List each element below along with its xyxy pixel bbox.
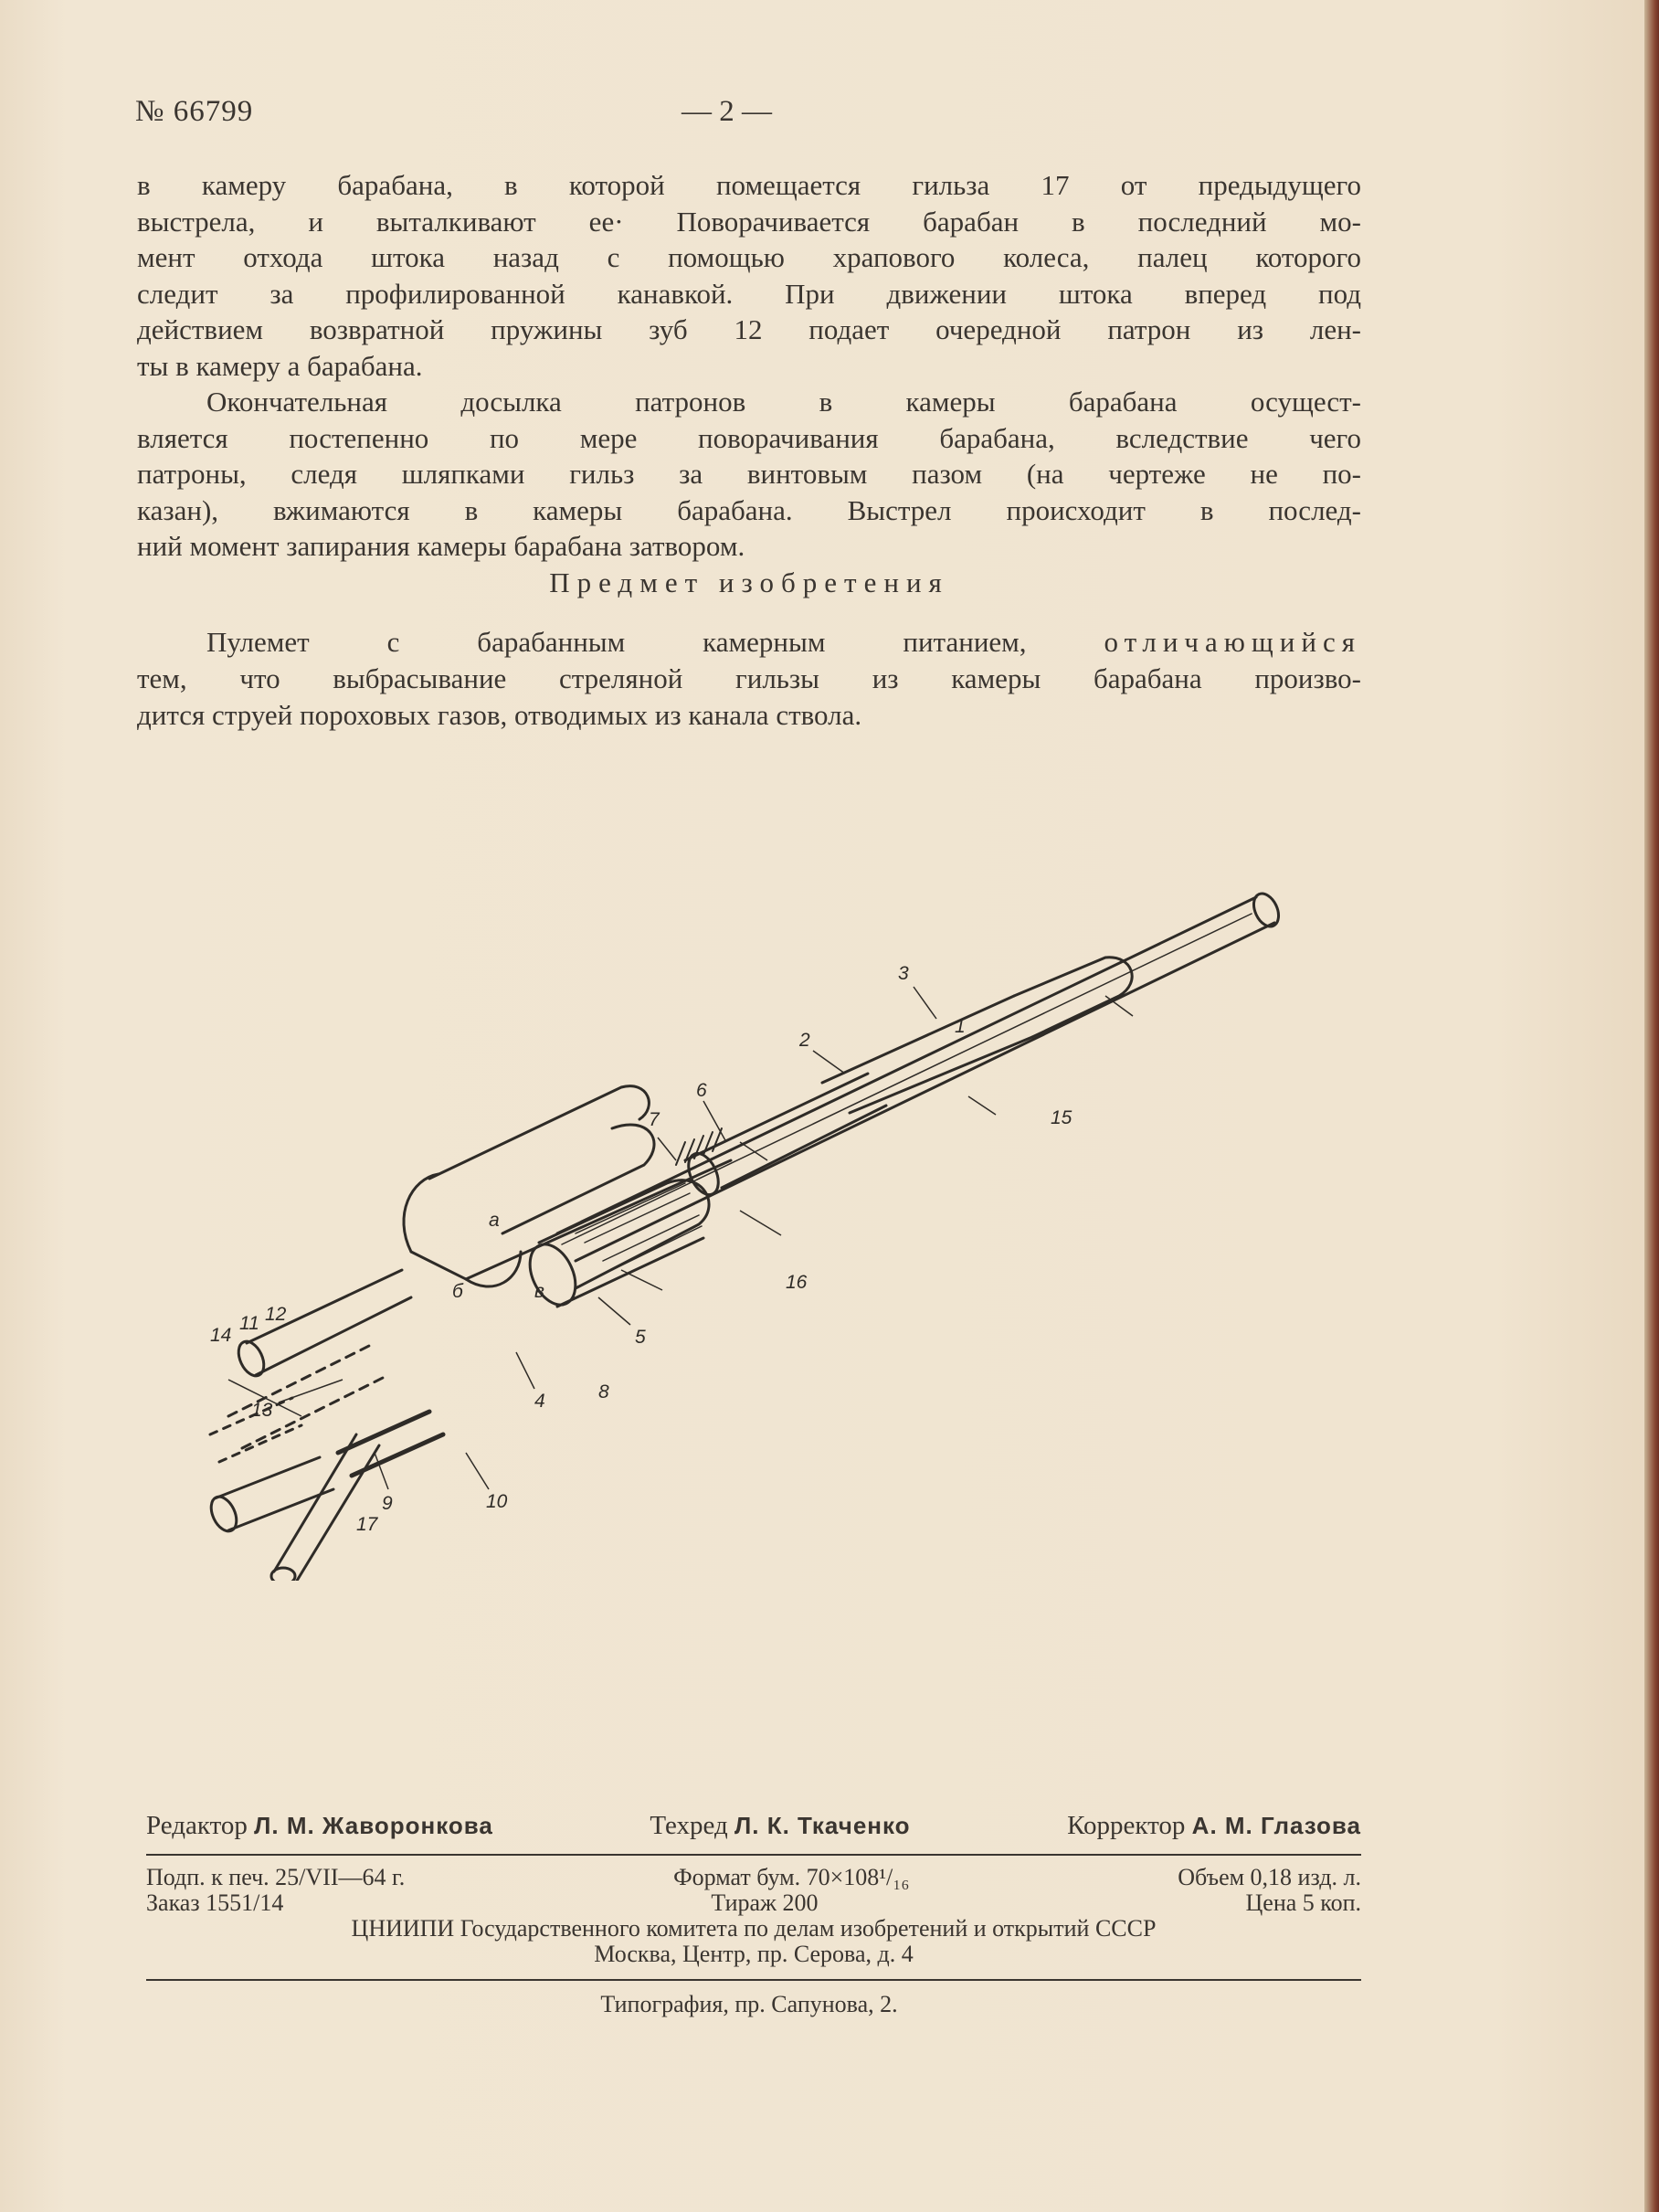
machine-gun-drawing [192,868,1288,1581]
claim-keyword: отличающийся [1104,626,1361,658]
claim-line: дится струей пороховых газов, отводимых из канала ствола. [137,699,862,731]
text-line: ты в камеру а барабана. [137,349,423,382]
divider [146,1979,1361,1981]
label-10: 10 [486,1491,508,1512]
printer: Типография, пр. Сапунова, 2. [600,1991,898,2017]
label-2: 2 [799,1030,810,1051]
editor: Редактор Л. М. Жаворонкова [146,1811,493,1840]
claim-line-start: Пулемет с барабанным камерным питанием, [206,626,1027,658]
text-line: ний момент запирания камеры барабана затвором. [137,530,745,562]
claim-text [137,624,1361,734]
label-6: 6 [696,1080,707,1101]
label-14: 14 [210,1325,232,1346]
corrector: Корректор А. М. Глазова [1067,1811,1361,1840]
patent-number: № 66799 [135,95,254,128]
text-line: в камеру барабана, в которой помещается гильза 17 от предыдущего [137,169,1361,201]
text-line: мент отхода штока назад с помощью храпового колеса, палец которого [137,241,1361,273]
publisher: ЦНИИПИ Государственного комитета по делам изобретений и открытий СССР [351,1915,1157,1942]
label-11: 11 [239,1313,259,1334]
claim-line: тем, что выбрасывание стреляной гильзы из камеры барабана произво- [137,662,1361,694]
text-line: патроны, следя шляпками гильз за винтовым пазом (на чертеже не по- [137,458,1361,490]
imprint-row: Подп. к печ. 25/VII—64 г. Формат бум. 70×108¹/₁₆ Объем 0,18 изд. л. [146,1864,1361,1890]
label-9: 9 [382,1493,393,1514]
label-a: a [489,1210,500,1231]
label-1: 1 [955,1016,966,1037]
text-line: вляется постепенно по мере поворачивания барабана, вследствие чего [137,421,1361,454]
credits-line [146,1811,1361,1841]
label-13: 13 [251,1400,273,1421]
imprint-row: Заказ 1551/14 Тираж 200 Цена 5 коп. [146,1889,1361,1916]
label-8: 8 [598,1381,609,1402]
page-edge [1644,0,1659,2212]
divider [146,1854,1361,1856]
label-4: 4 [534,1391,545,1412]
label-7: 7 [649,1109,660,1130]
label-5: 5 [635,1327,646,1348]
imprint [146,1865,1361,1967]
label-17: 17 [356,1514,378,1535]
label-15: 15 [1051,1107,1073,1128]
address: Москва, Центр, пр. Серова, д. 4 [594,1941,914,1967]
text-line: Окончательная досылка патронов в камеры барабана осущест- [206,386,1361,418]
page-number: — 2 — [682,95,772,128]
label-3: 3 [898,963,909,984]
body-text [137,167,1361,565]
label-v: в [534,1281,544,1302]
section-heading: Предмет изобретения [549,566,949,598]
label-b: б [452,1281,463,1302]
text-line: выстрела, и выталкивают ее· Поворачивается барабан в последний мо- [137,205,1361,238]
techred: Техред Л. К. Ткаченко [650,1811,911,1840]
text-line: следит за профилированной канавкой. При движении штока вперед под [137,277,1361,310]
claim-line [137,624,1361,661]
text-line: действием возвратной пружины зуб 12 подает очередной патрон из лен- [137,313,1361,345]
text-line: казан), вжимаются в камеры барабана. Выстрел происходит в послед- [137,493,1361,526]
label-16: 16 [786,1272,808,1293]
label-12: 12 [265,1304,287,1325]
